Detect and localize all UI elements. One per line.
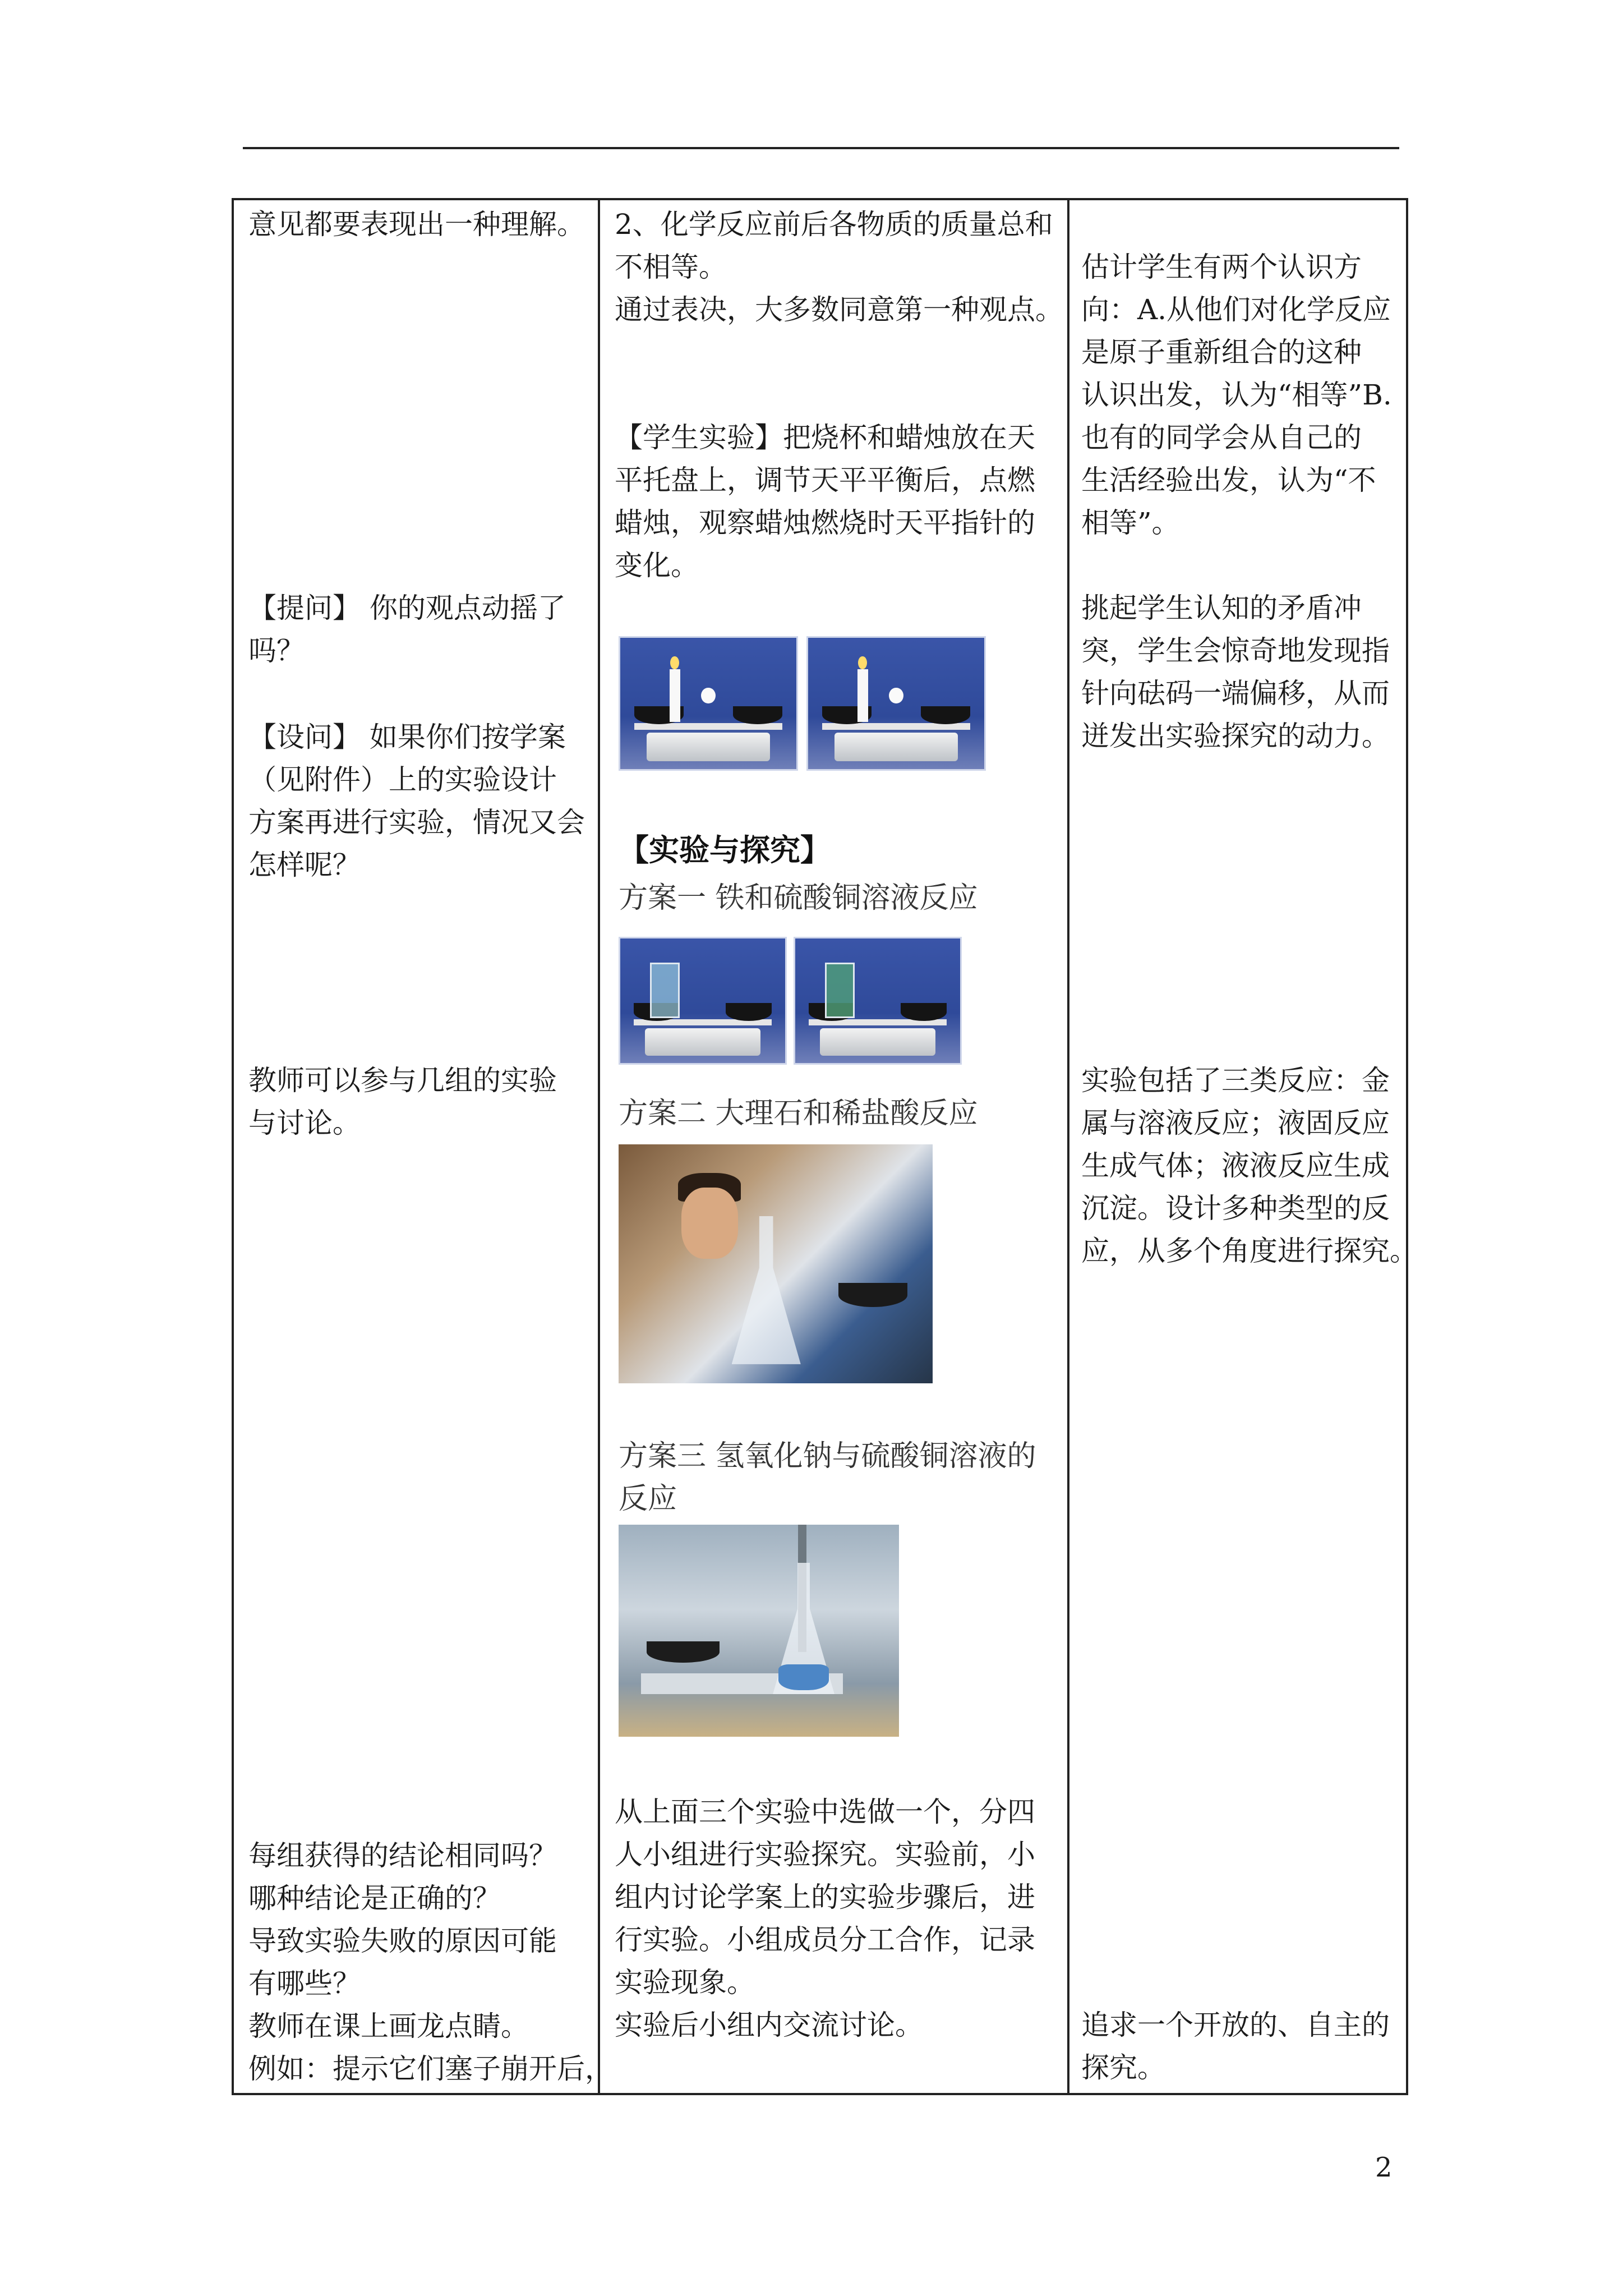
open-inquiry-text: 追求一个开放的、自主的 探究。 <box>1081 2009 1390 2084</box>
select-experiment-text: 从上面三个实验中选做一个，分四 人小组进行实验探究。实验前，小 组内讨论学案上的实验步骤后，进 行实验。小组成员分工合作，记录 实验现象。 <box>615 1796 1035 1999</box>
candle-balance-photo-before <box>619 636 798 771</box>
column-divider <box>598 198 600 2095</box>
group-discussion-text: 实验后小组内交流讨论。 <box>615 2009 923 2041</box>
teacher-intro-text: 意见都要表现出一种理解。 <box>248 208 585 241</box>
teacher-setquestion-text: 【设问】 如果你们按学案 （见附件）上的实验设计 方案再进行实验，情况又会 怎样呢？ <box>248 721 585 881</box>
sodium-hydroxide-photo <box>619 1525 899 1737</box>
plan-one-caption: 方案一 铁和硫酸铜溶液反应 <box>619 881 978 915</box>
candle-balance-photo-after <box>806 636 986 771</box>
teacher-conclusion-text: 每组获得的结论相同吗？ 哪种结论是正确的？ 导致实验失败的原因可能 有哪些？ 教师在课上画龙点睛。 例如：提示它们塞子崩开后， <box>248 1839 613 2085</box>
student-view-text: 2、化学反应前后各物质的质量总和 不相等。 通过表决，大多数同意第一种观点。 <box>615 208 1063 326</box>
experiment-heading: 【实验与探究】 <box>619 832 831 868</box>
column-divider <box>1067 198 1069 2095</box>
page-number: 2 <box>1375 2152 1393 2183</box>
conflict-intent-text: 挑起学生认知的矛盾冲 突，学生会惊奇地发现指 针向砝码一端偏移，从而 迸发出实验探究的动力。 <box>1081 592 1390 752</box>
student-experiment-text: 【学生实验】把烧杯和蜡烛放在天 平托盘上，调节天平平衡后，点燃 蜡烛，观察蜡烛燃烧时天平指针的 变化。 <box>615 421 1035 582</box>
design-intent-text: 估计学生有两个认识方 向：A.从他们对化学反应 是原子重新组合的这种 认识出发，认为“相等”B. 也有的同学会从自己的 生活经验出发，认为“不 相等”。 <box>1081 251 1392 539</box>
header-rule <box>243 147 1399 149</box>
plan-two-caption: 方案二 大理石和稀盐酸反应 <box>619 1097 978 1130</box>
plan-three-caption: 方案三 氢氧化钠与硫酸铜溶液的 反应 <box>619 1439 1036 1516</box>
teacher-participation-text: 教师可以参与几组的实验 与讨论。 <box>248 1064 557 1139</box>
iron-copper-photo-before <box>619 937 787 1065</box>
marble-acid-photo <box>619 1144 933 1383</box>
teacher-question-text: 【提问】 你的观点动摇了 吗？ <box>248 592 566 667</box>
iron-copper-photo-after <box>794 937 962 1065</box>
reaction-types-text: 实验包括了三类反应：金 属与溶液反应；液固反应 生成气体；液液反应生成 沉淀。设计多种类型的反 应，从多个角度进行探究。 <box>1081 1064 1418 1267</box>
